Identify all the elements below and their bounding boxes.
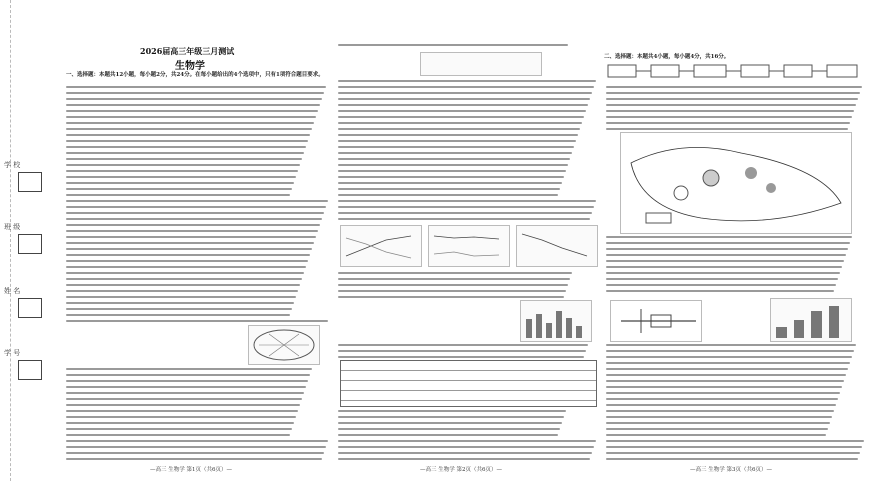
footer-page-2: —高三 生物学 第2页（共6页）— — [420, 467, 502, 473]
footer-page-3: —高三 生物学 第3页（共6页）— — [690, 467, 772, 473]
text-line — [66, 140, 308, 142]
text-line — [606, 86, 862, 88]
text-line — [66, 134, 310, 136]
text-line — [66, 374, 310, 376]
text-line — [66, 314, 290, 316]
cell-division-figure — [248, 325, 320, 365]
text-line — [606, 344, 856, 346]
gene-structure-figure — [610, 300, 702, 342]
text-line — [338, 440, 596, 442]
text-line — [338, 164, 568, 166]
text-line — [606, 272, 840, 274]
text-line — [66, 296, 296, 298]
line-chart-c — [516, 225, 598, 267]
text-line — [66, 380, 308, 382]
text-line — [606, 362, 850, 364]
text-line — [606, 248, 848, 250]
text-line — [66, 392, 304, 394]
exam-subject: 生物学 — [175, 61, 205, 72]
chart-bar — [546, 323, 552, 338]
text-line — [606, 236, 852, 238]
text-line — [338, 200, 596, 202]
text-line — [338, 206, 594, 208]
text-line — [66, 440, 328, 442]
chart-bar — [556, 311, 562, 338]
text-line — [66, 152, 304, 154]
text-line — [66, 368, 312, 370]
atp-flow-figure — [420, 52, 542, 76]
text-line — [66, 278, 302, 280]
line-chart-b — [428, 225, 510, 267]
text-line — [606, 98, 858, 100]
text-line — [66, 122, 314, 124]
chart-bar — [576, 326, 582, 338]
text-line — [338, 284, 568, 286]
class-label: 班 级 — [4, 223, 21, 231]
chart-bar — [536, 314, 542, 338]
text-line — [338, 146, 574, 148]
text-line — [338, 290, 566, 292]
text-line — [66, 320, 328, 322]
text-line — [338, 176, 564, 178]
text-line — [66, 446, 326, 448]
text-line — [338, 296, 564, 298]
text-line — [606, 422, 830, 424]
text-line — [338, 446, 594, 448]
text-line — [338, 416, 564, 418]
text-line — [606, 452, 860, 454]
text-line — [338, 194, 558, 196]
binding-strip — [0, 0, 62, 481]
text-line — [338, 452, 592, 454]
section-one-head: 一、选择题：本题共12小题，每小题2分，共24分。在每小题给出的4个选项中，只有1项符合题目要求。 — [66, 72, 324, 78]
text-line — [338, 44, 568, 46]
text-line — [606, 434, 826, 436]
exam-title: 2026届高三年级三月测试 — [140, 46, 235, 56]
text-line — [66, 290, 298, 292]
text-line — [606, 284, 836, 286]
text-line — [66, 104, 320, 106]
school-label: 学 校 — [4, 161, 21, 169]
text-line — [606, 290, 834, 292]
text-line — [606, 410, 834, 412]
text-line — [606, 356, 852, 358]
text-line — [66, 128, 312, 130]
text-line — [606, 242, 850, 244]
text-line — [606, 398, 838, 400]
text-line — [66, 188, 292, 190]
text-line — [66, 194, 290, 196]
text-line — [606, 254, 846, 256]
text-line — [66, 272, 304, 274]
text-line — [66, 170, 298, 172]
text-line — [338, 212, 592, 214]
student-id-box[interactable] — [18, 360, 42, 380]
text-line — [66, 452, 324, 454]
text-line — [66, 212, 324, 214]
text-line — [66, 410, 298, 412]
text-line — [606, 404, 836, 406]
text-line — [606, 260, 844, 262]
text-line — [66, 308, 292, 310]
bar-chart-col3 — [770, 298, 852, 342]
text-line — [66, 248, 312, 250]
cell-signal-figure — [620, 132, 852, 234]
text-line — [338, 428, 560, 430]
text-line — [338, 158, 570, 160]
text-line — [66, 86, 326, 88]
text-line — [66, 146, 306, 148]
text-line — [606, 392, 840, 394]
section-two-head: 二、选择题：本题共4小题，每小题4分，共16分。 — [604, 54, 730, 60]
text-line — [338, 344, 588, 346]
text-line — [66, 398, 302, 400]
text-line — [338, 152, 572, 154]
text-line — [66, 230, 318, 232]
text-line — [338, 356, 584, 358]
text-line — [338, 422, 562, 424]
text-line — [66, 98, 322, 100]
text-line — [606, 104, 856, 106]
text-line — [338, 218, 590, 220]
text-line — [66, 416, 296, 418]
line-chart-a — [340, 225, 422, 267]
chart-bar — [811, 311, 822, 338]
text-line — [606, 380, 844, 382]
text-line — [338, 104, 588, 106]
text-line — [338, 116, 584, 118]
text-line — [66, 284, 300, 286]
text-line — [606, 128, 848, 130]
text-line — [66, 386, 306, 388]
text-line — [338, 110, 586, 112]
text-line — [66, 242, 314, 244]
text-line — [606, 458, 858, 460]
text-line — [338, 134, 578, 136]
text-line — [66, 200, 328, 202]
name-box[interactable] — [18, 298, 42, 318]
text-line — [606, 374, 846, 376]
text-line — [66, 224, 320, 226]
chart-bar — [566, 318, 572, 338]
text-line — [66, 422, 294, 424]
class-box[interactable] — [18, 234, 42, 254]
text-line — [606, 122, 850, 124]
text-line — [66, 266, 306, 268]
text-line — [606, 368, 848, 370]
text-line — [66, 116, 316, 118]
process-flow-figure — [606, 62, 861, 80]
text-line — [606, 440, 864, 442]
text-line — [606, 92, 860, 94]
name-label: 姓 名 — [4, 287, 21, 295]
cut-line — [10, 0, 11, 481]
student-id-label: 学 号 — [4, 349, 21, 357]
text-line — [606, 386, 842, 388]
text-line — [66, 236, 316, 238]
text-line — [66, 404, 300, 406]
text-line — [338, 80, 596, 82]
bar-chart-col2 — [520, 300, 592, 342]
chart-bar — [829, 306, 840, 338]
text-line — [606, 350, 854, 352]
text-line — [66, 428, 292, 430]
text-line — [66, 110, 318, 112]
text-line — [338, 92, 592, 94]
text-line — [606, 266, 842, 268]
text-line — [66, 92, 324, 94]
text-line — [338, 140, 576, 142]
text-line — [606, 428, 828, 430]
text-line — [338, 170, 566, 172]
text-line — [338, 434, 558, 436]
text-line — [338, 182, 562, 184]
text-line — [338, 128, 580, 130]
text-line — [338, 86, 594, 88]
chart-bar — [794, 320, 805, 338]
text-line — [606, 116, 852, 118]
text-line — [66, 260, 308, 262]
text-line — [338, 122, 582, 124]
text-line — [338, 98, 590, 100]
text-line — [606, 110, 854, 112]
text-line — [66, 176, 296, 178]
text-line — [66, 158, 302, 160]
text-line — [606, 446, 862, 448]
text-line — [338, 410, 566, 412]
experiment-table — [340, 360, 597, 407]
text-line — [66, 182, 294, 184]
text-line — [66, 302, 294, 304]
text-line — [66, 434, 290, 436]
text-line — [66, 218, 322, 220]
text-line — [338, 350, 586, 352]
chart-bar — [776, 327, 787, 338]
text-line — [338, 272, 572, 274]
text-line — [338, 278, 570, 280]
footer-page-1: —高三 生物学 第1页（共6页）— — [150, 467, 232, 473]
text-line — [606, 416, 832, 418]
chart-bar — [526, 319, 532, 338]
text-line — [66, 206, 326, 208]
text-line — [338, 188, 560, 190]
text-line — [606, 278, 838, 280]
text-line — [66, 164, 300, 166]
school-box[interactable] — [18, 172, 42, 192]
text-line — [338, 458, 590, 460]
text-line — [66, 254, 310, 256]
text-line — [66, 458, 322, 460]
